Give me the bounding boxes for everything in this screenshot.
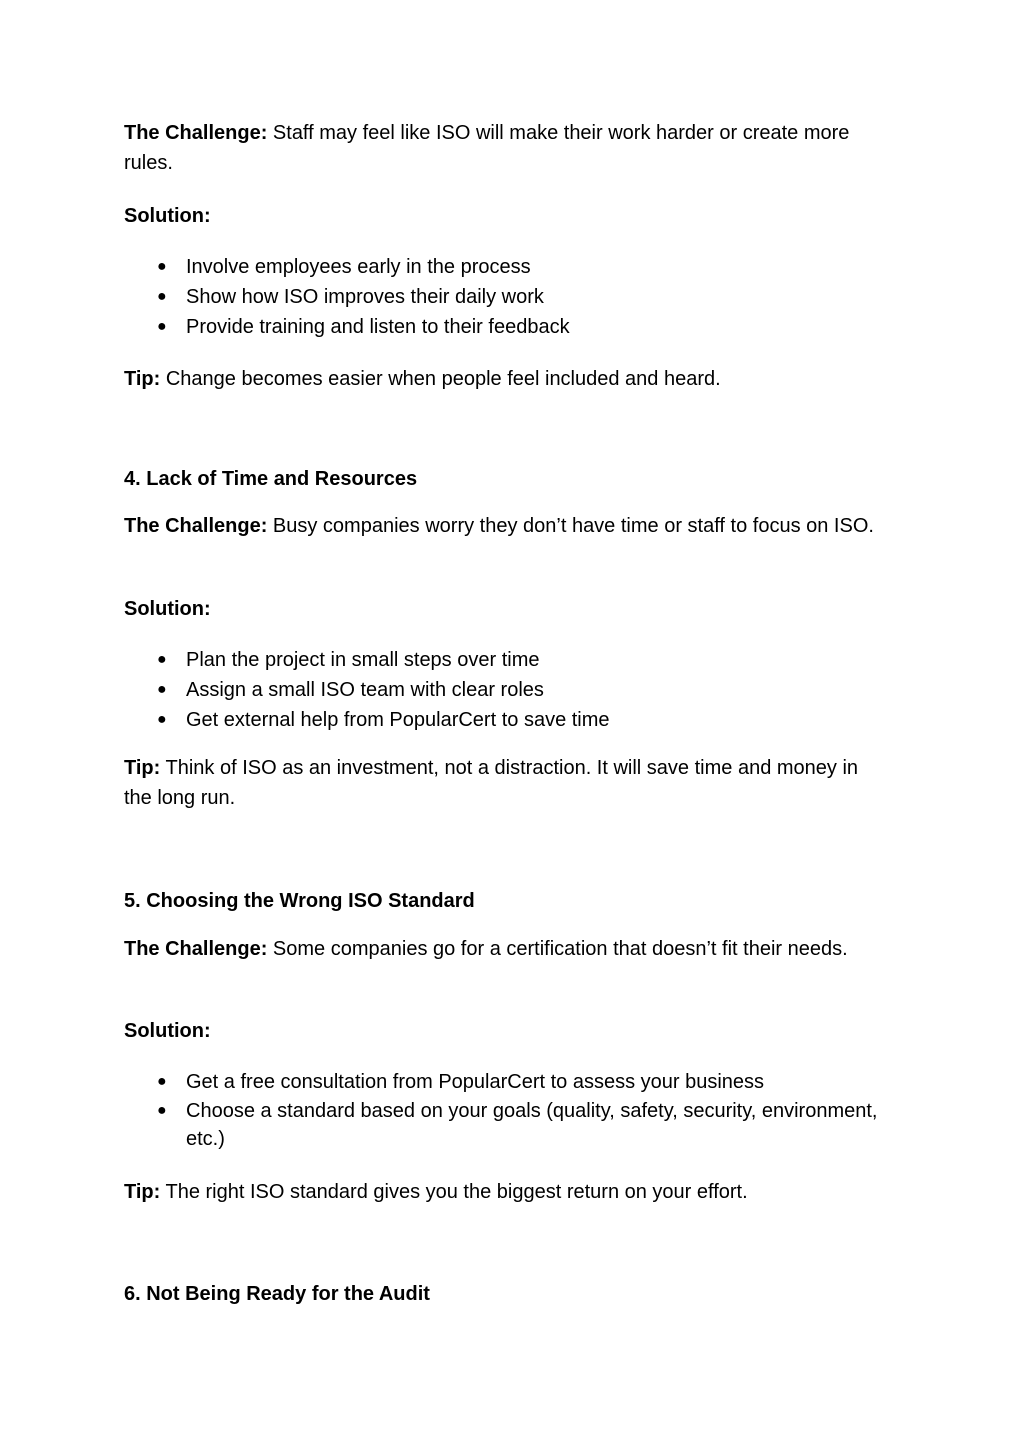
list-item: ● Involve employees early in the process [124, 252, 884, 282]
list-item: ● Assign a small ISO team with clear roles [124, 675, 884, 705]
tip-label: Tip: [124, 1181, 161, 1203]
list-item: ● Get external help from PopularCert to save time [124, 705, 884, 735]
section-heading: 5. Choosing the Wrong ISO Standard [124, 890, 475, 912]
tip-paragraph [124, 364, 884, 394]
tip-text: Think of ISO as an investment, not a distraction. It will save time and money in the long run. [124, 757, 859, 809]
challenge-paragraph [124, 934, 884, 964]
section-heading: 6. Not Being Ready for the Audit [124, 1283, 430, 1305]
list-item: ● Provide training and listen to their feedback [124, 312, 884, 342]
solution-list [124, 645, 884, 735]
challenge-paragraph [124, 118, 884, 178]
challenge-label: The Challenge: [124, 938, 268, 960]
solution-list [124, 252, 884, 342]
challenge-paragraph [124, 511, 884, 541]
challenge-text: Staff may feel like ISO will make their work harder or create more rules. [124, 122, 850, 174]
tip-paragraph [124, 753, 884, 813]
solution-label: Solution: [124, 598, 211, 620]
solution-label: Solution: [124, 205, 211, 227]
tip-paragraph [124, 1177, 884, 1207]
challenge-text: Busy companies worry they don’t have time or staff to focus on ISO. [267, 515, 874, 537]
list-item: ● Get a free consultation from PopularCert to assess your business [124, 1067, 884, 1097]
list-item: ● Show how ISO improves their daily work [124, 282, 884, 312]
challenge-label: The Challenge: [124, 515, 268, 537]
solution-list [124, 1067, 884, 1153]
tip-text: The right ISO standard gives you the biggest return on your effort. [160, 1181, 748, 1203]
challenge-text: Some companies go for a certification that doesn’t fit their needs. [267, 938, 848, 960]
solution-label: Solution: [124, 1020, 211, 1042]
challenge-label: The Challenge: [124, 122, 268, 144]
tip-label: Tip: [124, 368, 161, 390]
section-heading: 4. Lack of Time and Resources [124, 468, 418, 490]
list-item: ● Plan the project in small steps over time [124, 645, 884, 675]
tip-label: Tip: [124, 757, 161, 779]
tip-text: Change becomes easier when people feel included and heard. [160, 368, 721, 390]
list-item: ● Choose a standard based on your goals (quality, safety, security, environment, etc.) [124, 1097, 884, 1153]
